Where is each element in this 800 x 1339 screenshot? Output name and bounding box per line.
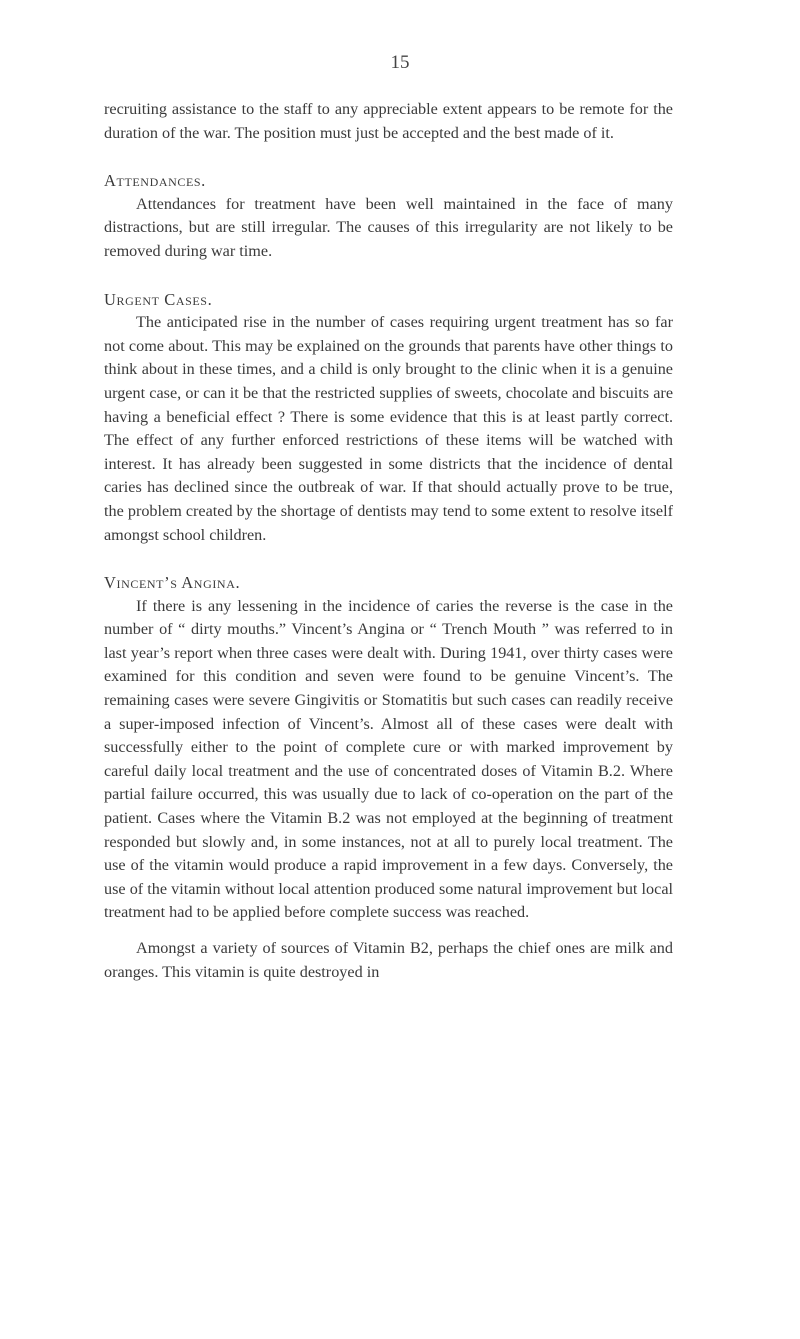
urgent-cases-paragraph: The anticipated rise in the number of cases requiring urgent treatment has so far not come about. This may be explained on the grounds that parents have other things to think about in these times, and a child is only brought to the clinic when it is a genuine urgent case, or can it be that the restricted supplies of sweets, chocolate and biscuits are having a beneficial effect ? There is some evidence that this is at least partly correct. The effect of any further enforced restrictions of these items will be watched with interest. It has already been suggested in some districts that the incidence of dental caries has declined since the outbreak of war. If that should actually prove to be true, the problem created by the shortage of dentists may tend to some extent to resolve itself amongst school children. [104,313,673,544]
vitamin-sources-paragraph: Amongst a variety of sources of Vitamin B2, perhaps the chief ones are milk and oranges. This vitamin is quite destroyed in [104,939,673,981]
vincents-angina-paragraph: If there is any lessening in the incidence of caries the reverse is the case in the number of “ dirty mouths.” Vincent’s Angina or “ Trench Mouth ” was referred to in last year’s report when three cases were dealt with. During 1941, over thirty cases were examined for this condition and seven were found to be genuine Vincent’s. The remaining cases were severe Gingivitis or Stomatitis but such cases can readily receive a super-imposed infection of Vincent’s. Almost all of these cases were dealt with successfully either to the point of complete cure or with marked improvement by careful daily local treatment and the use of concentrated doses of Vitamin B.2. Where partial failure occurred, this was usually due to lack of co-operation on the part of the patient. Cases where the Vitamin B.2 was not employed at the beginning of treatment responded but slowly and, in some instances, not at all to purely local treatment. The use of the vitamin would produce a rapid improvement in a few days. Conversely, the use of the vitamin without local attention produced some natural improvement but local treatment had to be applied before complete success was reached. [104,596,673,922]
vincents-angina-heading: Vincent’s Angina. [104,573,241,593]
attendances-heading: Attendances. [104,171,206,191]
page-body [104,98,673,984]
attendances-paragraph: Attendances for treatment have been well maintained in the face of many distractions, but are still irregular. The causes of this irregularity are not likely to be removed during war time. [104,194,673,260]
urgent-cases-heading: Urgent Cases. [104,289,213,309]
paragraph-spacer [104,925,673,937]
intro-paragraph: recruiting assistance to the staff to any appreciable extent appears to be remote for the duration of the war. The position must just be accepted and the best made of it. [104,100,673,142]
page-number: 15 [390,52,410,73]
